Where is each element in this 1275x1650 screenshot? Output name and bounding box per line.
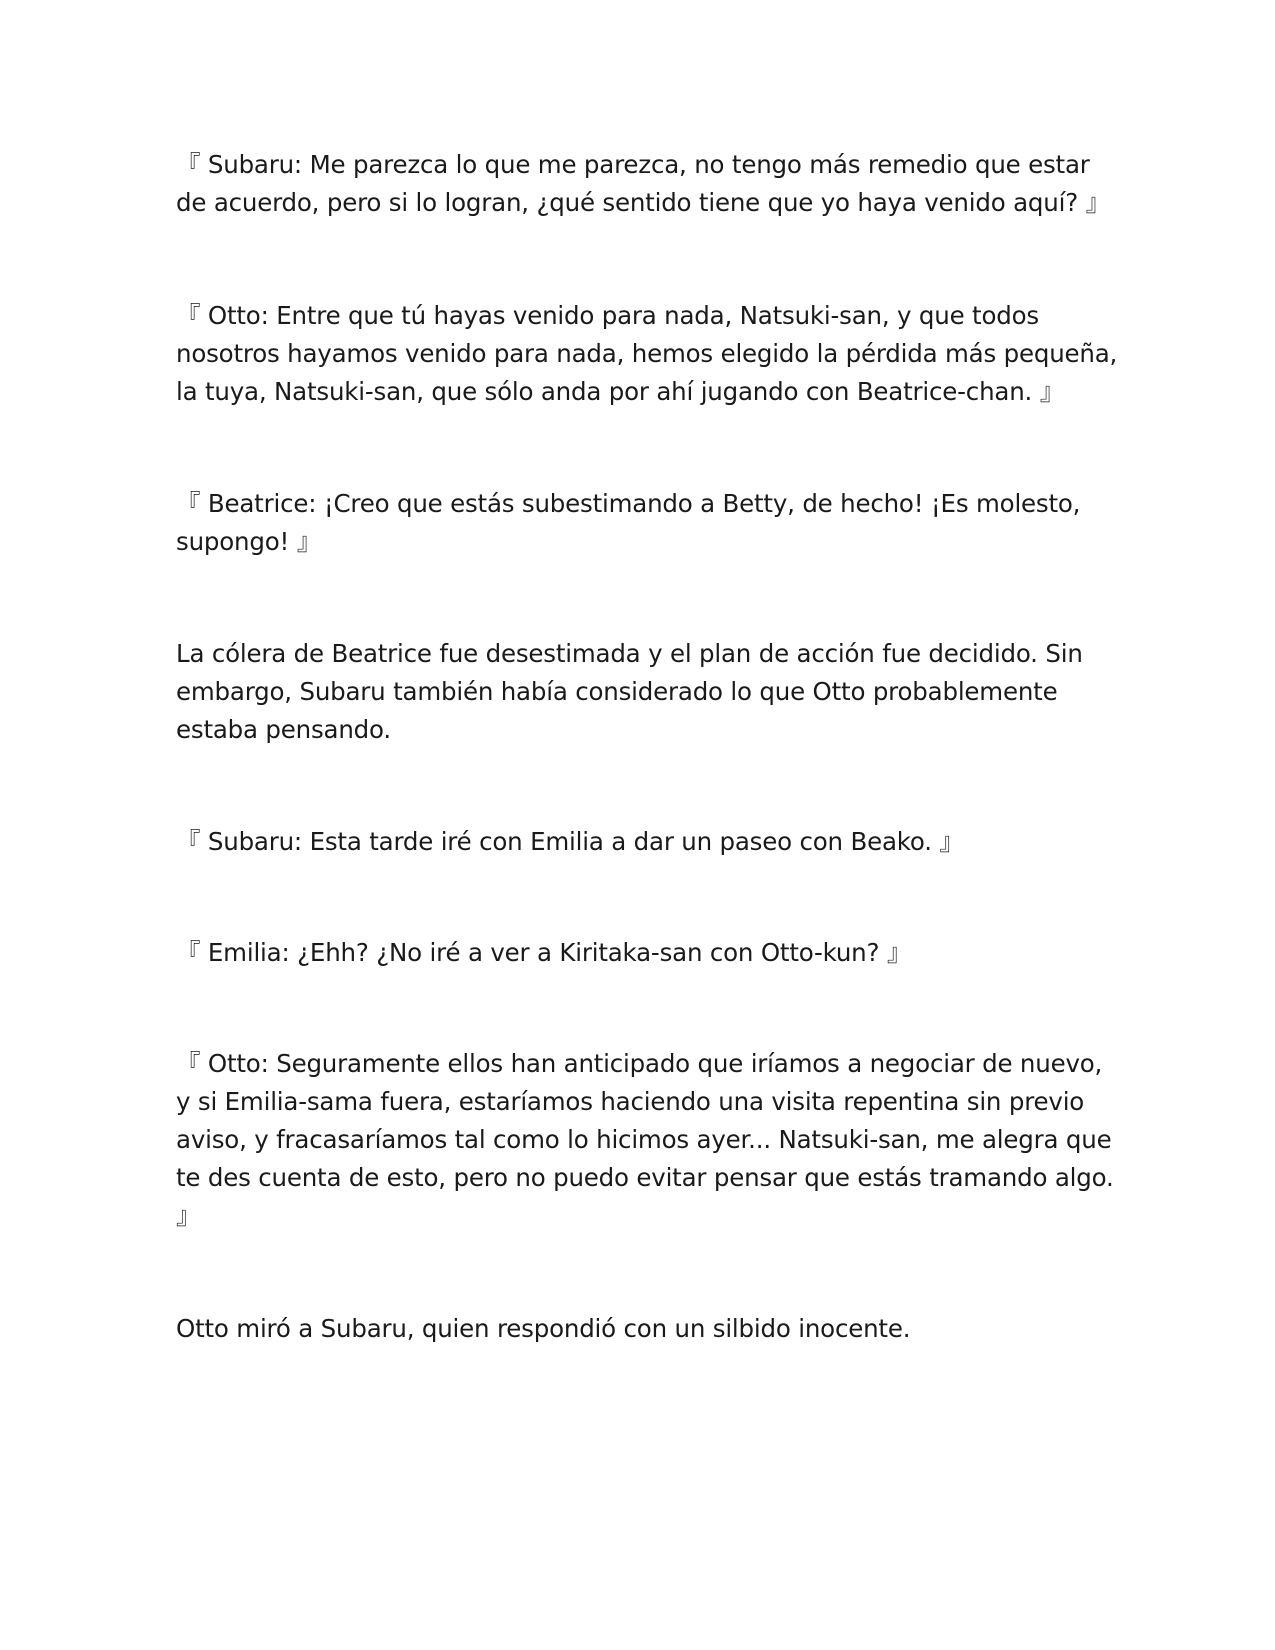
text-line: estaba pensando. [176,715,391,744]
paragraph-otto-1 [176,297,1118,411]
text-line: 『 Beatrice: ¡Creo que estás subestimando a Betty, de hecho! ¡Es molesto, [176,489,1081,518]
text-line: de acuerdo, pero si lo logran, ¿qué sentido tiene que yo haya venido aquí? 』 [176,188,1110,217]
text-line: te des cuenta de esto, pero no puedo evitar pensar que estás tramando algo. [176,1163,1114,1192]
text-line: nosotros hayamos venido para nada, hemos elegido la pérdida más pequeña, [176,339,1118,368]
paragraph-subaru-1 [176,146,1110,222]
text-line: 『 Otto: Seguramente ellos han anticipado que iríamos a negociar de nuevo, [176,1049,1103,1078]
paragraph-emilia [176,934,1096,972]
text-line: y si Emilia-sama fuera, estaríamos haciendo una visita repentina sin previo [176,1087,1085,1116]
text-line: 『 Otto: Entre que tú hayas venido para nada, Natsuki-san, y que todos [176,301,1039,330]
paragraph-beatrice [176,485,1096,561]
paragraph-narration-2 [176,1310,1096,1348]
paragraph-subaru-2 [176,823,1096,861]
text-line: La cólera de Beatrice fue desestimada y el plan de acción fue decidido. Sin [176,639,1083,668]
text-line: Otto miró a Subaru, quien respondió con un silbido inocente. [176,1314,911,1343]
text-line: 『 Subaru: Me parezca lo que me parezca, no tengo más remedio que estar [176,150,1090,179]
text-line: 『 Emilia: ¿Ehh? ¿No iré a ver a Kiritaka-san con Otto-kun? 』 [176,938,912,967]
text-line: supongo! 』 [176,527,322,556]
text-line: 』 [176,1201,201,1230]
text-line: la tuya, Natsuki-san, que sólo anda por ahí jugando con Beatrice-chan. 』 [176,377,1065,406]
paragraph-otto-2 [176,1045,1114,1235]
text-line: embargo, Subaru también había considerado lo que Otto probablemente [176,677,1058,706]
text-line: aviso, y fracasaríamos tal como lo hicimos ayer... Natsuki-san, me alegra que [176,1125,1112,1154]
text-line: 『 Subaru: Esta tarde iré con Emilia a dar un paseo con Beako. 』 [176,827,964,856]
paragraph-narration-1 [176,635,1096,749]
